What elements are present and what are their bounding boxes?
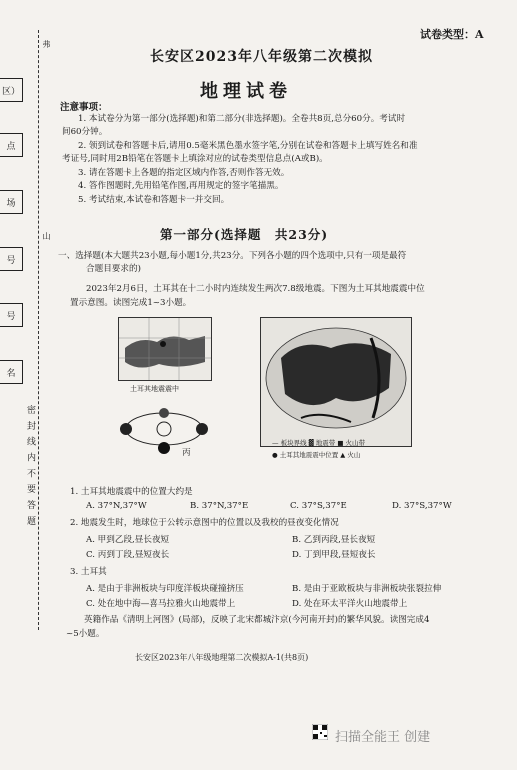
note-line: 5. 考试结束,本试卷和答题卡一并交回。: [78, 195, 230, 205]
q3-option-a: A. 是由于非洲板块与印度洋板块碰撞挤压: [86, 584, 244, 594]
q1-option-d: D. 37°S,37°W: [392, 501, 452, 511]
legend-item: ▓ 地震带: [308, 439, 336, 447]
question-stem: 置示意图。读图完成1~3小题。: [70, 298, 192, 308]
binding-box: 点: [0, 133, 23, 157]
note-line: 2. 领到试卷和答题卡后,请用0.5毫米黑色墨水签字笔,分别在试卷和答题卡上填写姓名和准: [78, 141, 418, 151]
map-legend-2: ● 土耳其地震震中位置 ▲ 火山: [272, 451, 361, 459]
scanner-watermark: 扫描全能王 创建: [335, 730, 431, 745]
q2-option-b: B. 乙到丙段,昼长夜短: [292, 535, 376, 545]
exam-title: 长安区2023年八年级第二次模拟: [150, 49, 373, 65]
world-plate-map: [260, 317, 412, 447]
note-line: 4. 答作图题时,先用铅笔作图,再用规定的签字笔描黑。: [78, 181, 284, 191]
q1-option-a: A. 37°N,37°W: [86, 501, 147, 511]
seal-dashed-line: [38, 30, 39, 630]
subject-title: 地理试卷: [200, 81, 292, 102]
question-stem: ~5小题。: [66, 629, 105, 639]
legend-item: ■ 火山带: [337, 439, 366, 447]
orbit-label: 丙: [182, 448, 191, 458]
legend-item: — 板块界线: [272, 439, 307, 447]
question-stem: 2023年2月6日，土耳其在十二小时内连续发生两次7.8级地震。下图为土耳其地震震中位: [86, 284, 425, 294]
note-line: 1. 本试卷分为第一部分(选择题)和第二部分(非选择题)。全卷共8页,总分60分。考试时: [78, 114, 406, 124]
q3-option-b: B. 是由于亚欧板块与非洲板块张裂拉伸: [292, 584, 442, 594]
q1-option-b: B. 37°N,37°E: [190, 501, 249, 511]
orbit-diagram: [118, 398, 210, 460]
q3-option-c: C. 处在地中海—喜马拉雅火山地震带上: [86, 599, 236, 609]
question-1: 1. 土耳其地震震中的位置大约是: [70, 487, 193, 497]
binding-box: 号: [0, 247, 23, 271]
binding-box: 区）: [0, 78, 23, 102]
binding-box: 号: [0, 303, 23, 327]
turkey-location-map: [118, 317, 212, 381]
side-label: 弗: [42, 40, 51, 48]
qr-code-icon: [312, 724, 328, 740]
q3-option-d: D. 处在环太平洋火山地震带上: [292, 599, 408, 609]
note-line: 间60分钟。: [62, 127, 108, 137]
page-footer: 长安区2023年八年级地理第二次模拟A-1(共8页): [135, 653, 309, 662]
q1-option-c: C. 37°S,37°E: [290, 501, 347, 511]
seal-warning-text: 密 封 线 内 不 要 答 题: [25, 405, 35, 528]
part1-heading: 第一部分(选择题 共23分): [160, 227, 329, 242]
question-3: 3. 土耳其: [70, 567, 107, 577]
note-line: 3. 请在答题卡上各题的指定区域内作答,否则作答无效。: [78, 168, 290, 178]
note-line: 考证号,同时用2B铅笔在答题卡上填涂对应的试卷类型信息点(A或B)。: [62, 154, 328, 164]
binding-box: 场: [0, 190, 23, 214]
binding-margin: [0, 0, 52, 660]
question-stem: 英籍作品《清明上河图》(局部)，反映了北宋都城汴京(今河南开封)的繁华风貌。读图完成4: [84, 615, 430, 625]
section-intro: 合题目要求的): [86, 264, 141, 274]
section-intro: 一、选择题(本大题共23小题,每小题1分,共23分。下列各小题的四个选项中,只有一项是最符: [58, 251, 407, 261]
binding-box: 名: [0, 360, 23, 384]
map-caption: 土耳其地震震中: [130, 385, 179, 393]
q2-option-d: D. 丁到甲段,昼短夜长: [292, 550, 376, 560]
side-label: 山: [42, 232, 51, 240]
notes-heading: 注意事项：: [60, 102, 108, 113]
question-2: 2. 地震发生时，地球位于公转示意图中的位置以及我校的昼夜变化情况: [70, 518, 339, 528]
exam-type-label: 试卷类型：A: [420, 28, 484, 41]
q2-option-a: A. 甲到乙段,昼长夜短: [86, 535, 170, 545]
q2-option-c: C. 丙到丁段,昼短夜长: [86, 550, 170, 560]
